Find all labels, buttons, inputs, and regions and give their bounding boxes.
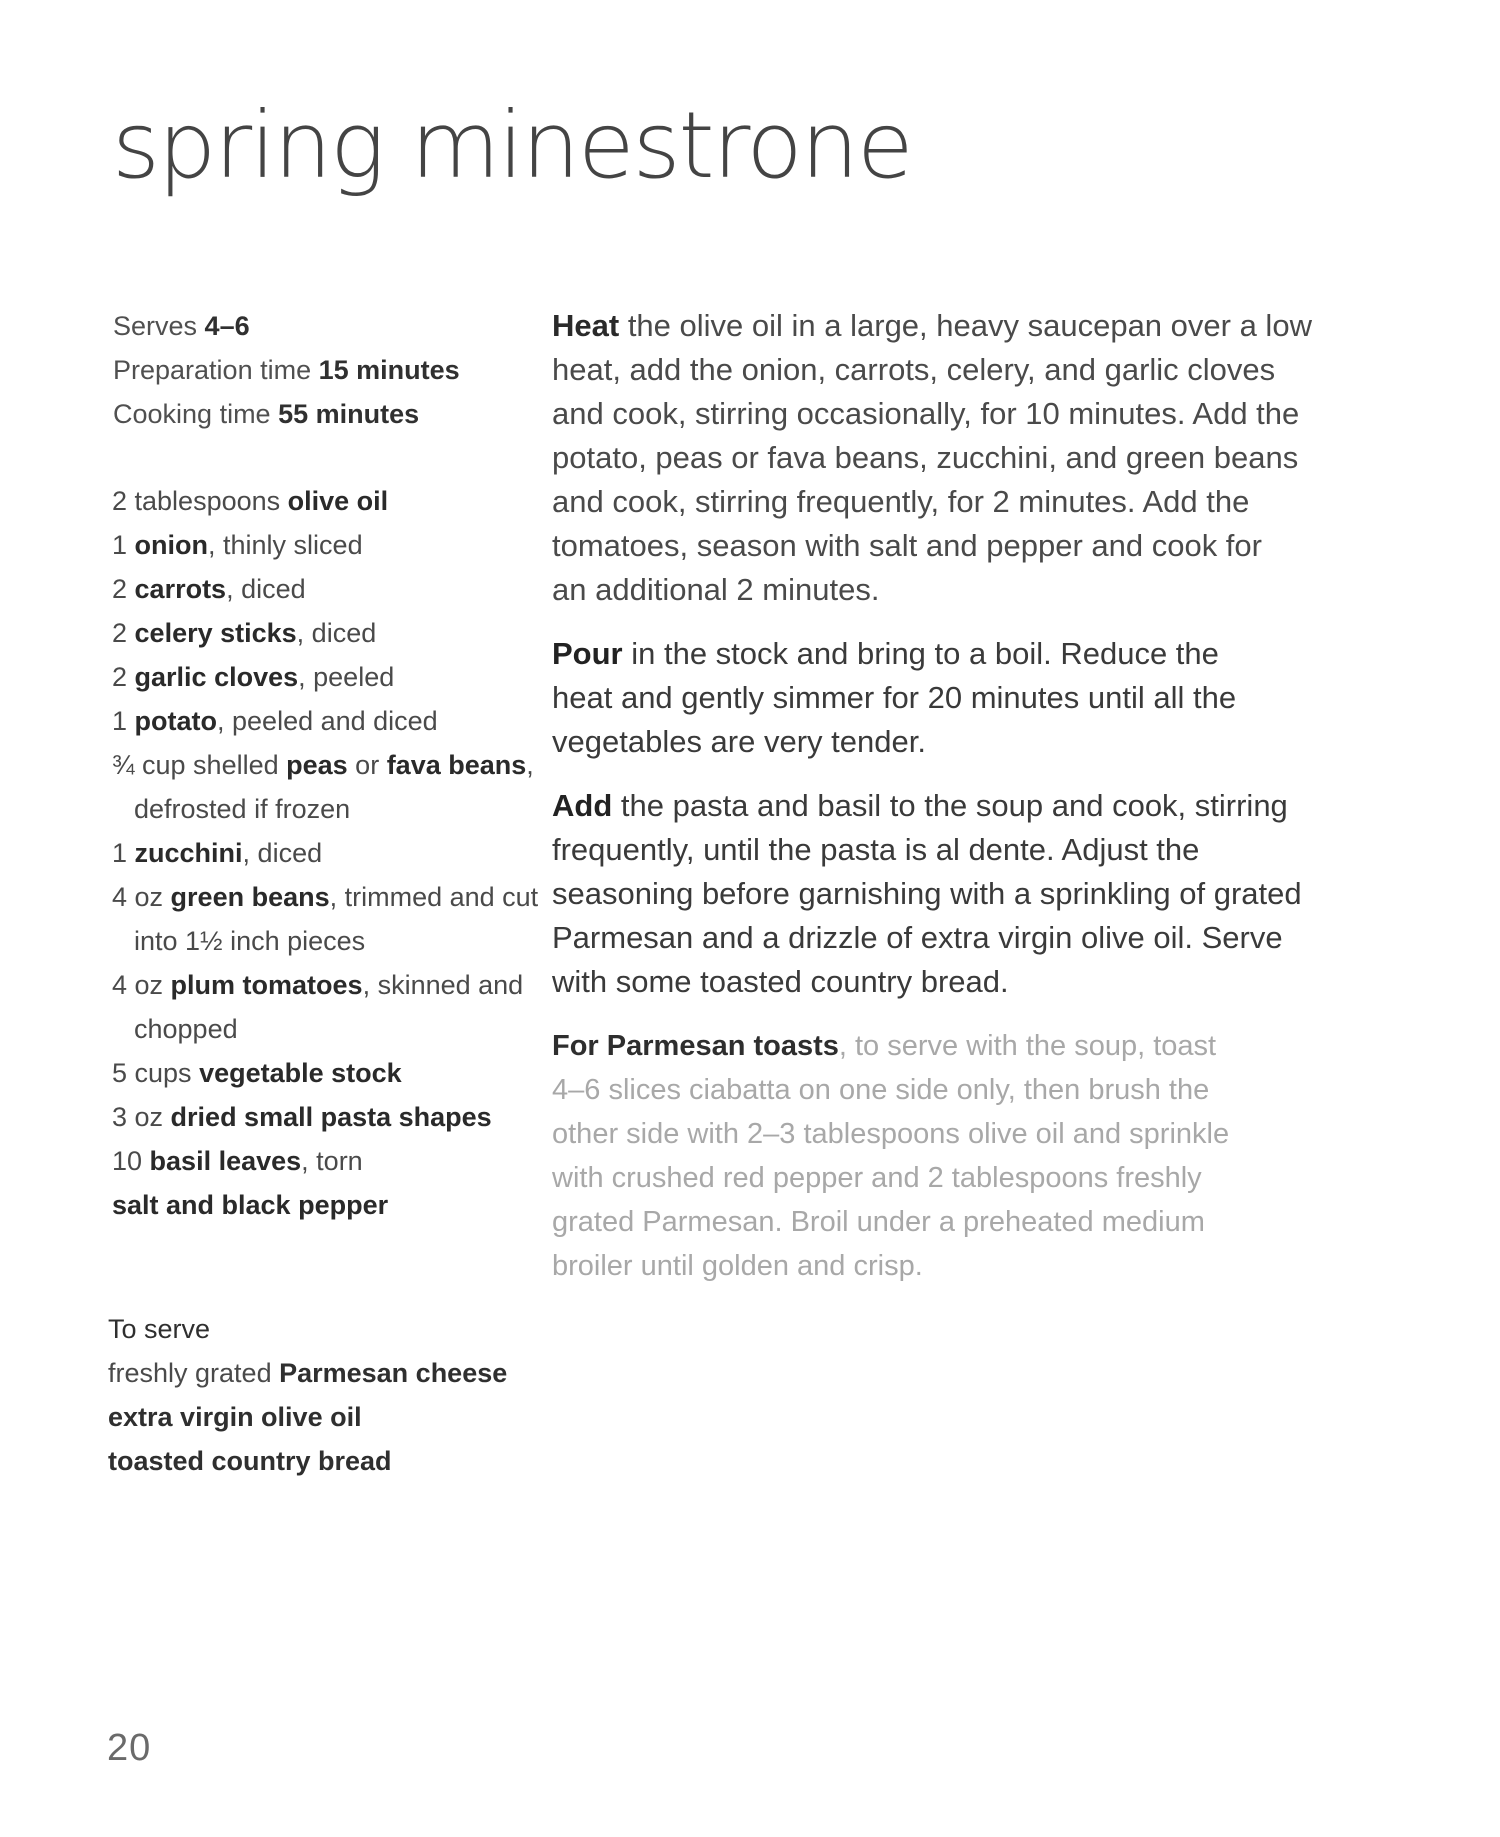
cook-label: Cooking time xyxy=(113,399,279,429)
prep-value: 15 minutes xyxy=(318,355,460,385)
to-serve-heading: To serve xyxy=(108,1314,211,1344)
method-step-add: Add the pasta and basil to the soup and cook, stirring frequently, until the pasta is al dente. Adjust the seasoning before garnishing with a sprinkling of grated Parmesan and a drizzle of extra virgin olive oil. Serve with some toasted country bread. xyxy=(552,788,1302,999)
ingredient-item: 5 cups vegetable stock xyxy=(112,1058,402,1088)
ingredient-item: ¾ cup shelled peas or fava beans, defrosted if frozen xyxy=(112,750,534,824)
ingredient-item: salt and black pepper xyxy=(112,1190,389,1220)
ingredient-item: 1 onion, thinly sliced xyxy=(112,530,363,560)
method-step-pour: Pour in the stock and bring to a boil. Reduce the heat and gently simmer for 20 minutes until all the vegetables are very tender. xyxy=(552,636,1237,759)
ingredient-item: 10 basil leaves, torn xyxy=(112,1146,363,1176)
ingredient-item: 1 zucchini, diced xyxy=(112,838,323,868)
ingredient-item: 1 potato, peeled and diced xyxy=(112,706,438,736)
ingredient-list xyxy=(112,479,542,1227)
prep-time-line xyxy=(113,348,533,392)
prep-label: Preparation time xyxy=(113,355,319,385)
page-number: 20 xyxy=(107,1727,152,1769)
serves-value: 4–6 xyxy=(204,311,250,341)
cook-time-line xyxy=(113,392,533,436)
method-step-parmesan-toasts: For Parmesan toasts, to serve with the soup, toast 4–6 slices ciabatta on one side only, then brush the other side with 2–3 tablespoons olive oil and sprinkle with crushed red pepper and 2 tablespoons freshly grated Parmesan. Broil under a preheated medium broiler until golden and crisp. xyxy=(552,1030,1230,1282)
method-section xyxy=(552,304,1390,1308)
to-serve-item: toasted country bread xyxy=(108,1446,392,1476)
to-serve-item: freshly grated Parmesan cheese xyxy=(108,1358,508,1388)
ingredient-item: 4 oz green beans, trimmed and cut into 1½ inch pieces xyxy=(112,882,539,956)
method-step-heat: Heat the olive oil in a large, heavy saucepan over a low heat, add the onion, carrots, celery, and garlic cloves and cook, stirring occasionally, for 10 minutes. Add the potato, peas or fava beans, zucchini, and green beans and cook, stirring frequently, for 2 minutes. Add the tomatoes, season with salt and pepper and cook for an additional 2 minutes. xyxy=(552,308,1312,607)
ingredient-item: 2 garlic cloves, peeled xyxy=(112,662,395,692)
ingredient-item: 3 oz dried small pasta shapes xyxy=(112,1102,492,1132)
serves-label: Serves xyxy=(113,311,205,341)
recipe-meta xyxy=(113,304,533,436)
serves-line xyxy=(113,304,533,348)
recipe-title: spring minestrone xyxy=(112,92,912,199)
ingredient-item: 2 tablespoons olive oil xyxy=(112,486,389,516)
ingredient-item: 2 carrots, diced xyxy=(112,574,306,604)
ingredient-item: 2 celery sticks, diced xyxy=(112,618,377,648)
to-serve-section xyxy=(108,1307,548,1483)
ingredient-item: 4 oz plum tomatoes, skinned and chopped xyxy=(112,970,524,1044)
to-serve-item: extra virgin olive oil xyxy=(108,1402,362,1432)
cook-value: 55 minutes xyxy=(278,399,420,429)
